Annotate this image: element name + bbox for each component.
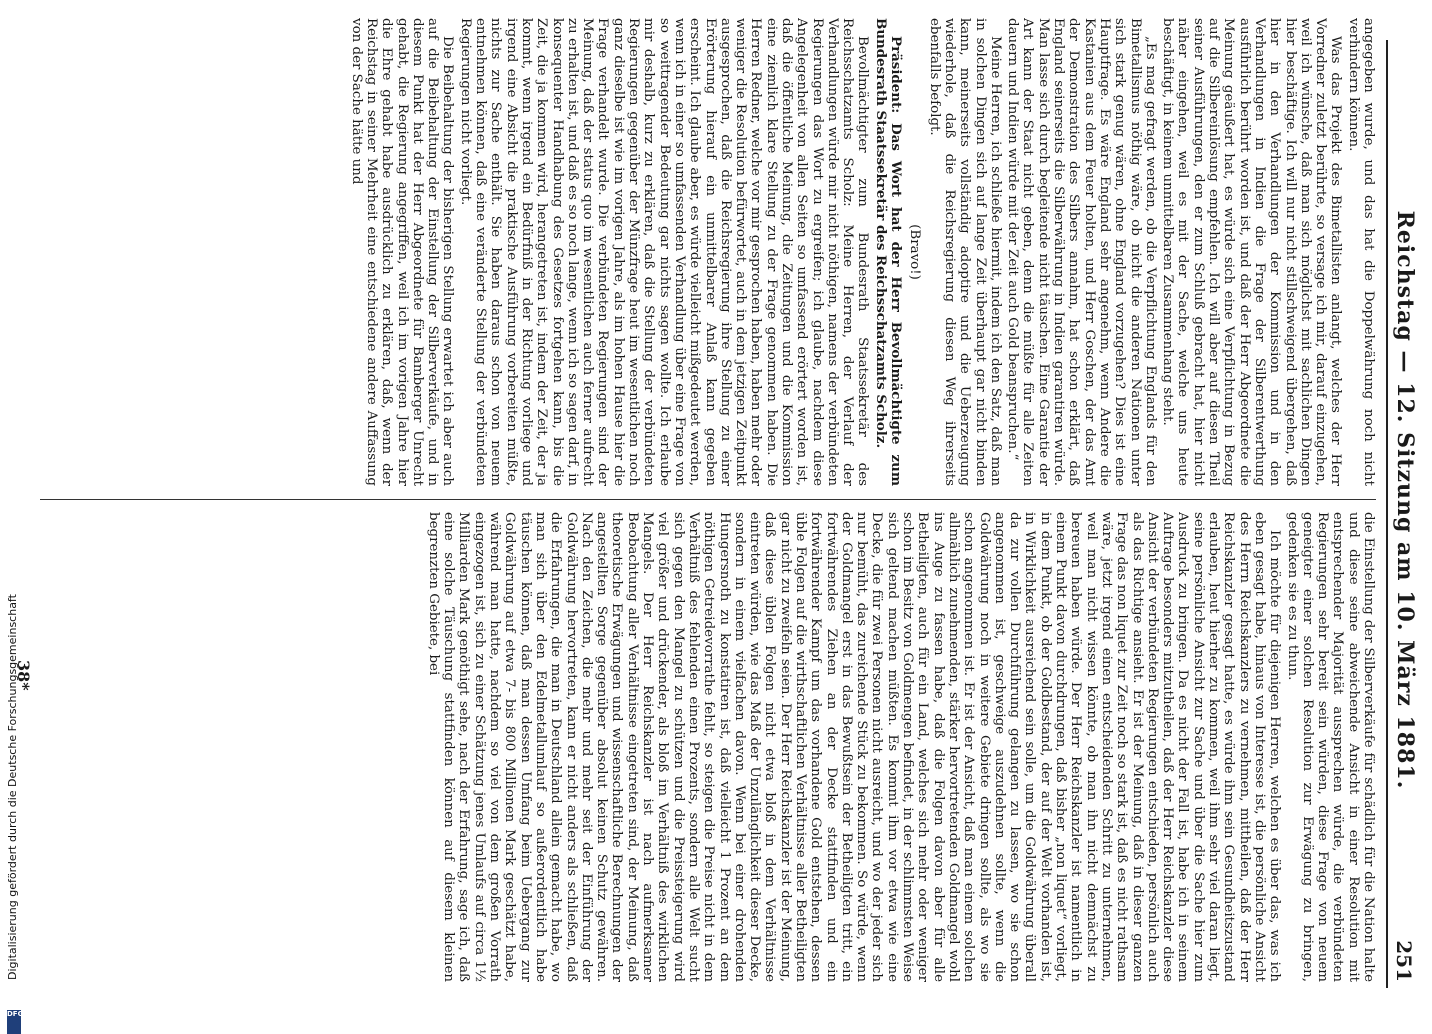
header-rule <box>1386 40 1388 988</box>
page-number: 251 <box>1392 940 1416 982</box>
right-column <box>40 512 1376 982</box>
left-column <box>40 18 1376 486</box>
paragraph: angegeben wurde, und das hat die Doppelwährung noch nicht verhindern können. <box>1345 18 1376 486</box>
speaker-paragraph: Präsident: Das Wort hat der Herr Bevollmächtigte zum Bundesrath Staatssekretär des Reichsschatzamts Scholz. <box>872 18 905 486</box>
credit-text: Digitalisierung gefördert durch die Deutsche Forschungsgemeinschaft <box>6 594 19 980</box>
speech-paragraph: Bevollmächtigter zum Bundesrath Staatssekretär des Reichsschatzamts Scholz: Meine Herren, der Verlauf der Verhandlungen würde mir nicht nöthigen, namens der verbündeten Regierungen das Wort zu ergreifen; ich glaube, nachdem diese Angelegenheit von allen Seiten so umfassend erörtert worden ist, daß die öffentliche Meinung, die Zeitungen und die Kommission eine ziemlich klare Stellung zu der Frage genommen haben. Die Herren Redner, welche vor mir gesprochen haben, haben mehr oder weniger die Resolution befürwortet, auch in dem jetzigen Zeitpunkt ausgesprochen, daß die Reichsregierung ihre Stellung zu einer Erörterung hierauf ein unmittelbarer Anlaß kann gegeben erscheint. Ich glaube aber, es würde vielleicht mißgedeutet werden, wenn ich in einer so umfassenden Verhandlung über eine Frage von so weittragender Bedeutung gar nichts sagen wollte. Ich erlaube mir deshalb, kurz zu erklären, daß die Stellung der verbündeten Regierungen gegenüber der Münzfrage heut im wesentlichen noch ganz dieselbe ist wie im vorigen Jahre, als im hohen Hause hier die Frage verhandelt wurde. Die verbündeten Regierungen sind der Meinung, daß der status quo im wesentlichen auch ferner aufrecht zu erhalten ist, und daß es so noch lange, wenn ich so sagen darf, in konsequenter Handhabung des Gesetzes fortgehen kann, bis die Zeit, die ja kommen wird, herangetreten ist, indem der Zeit, der ja kommt, wenn irgend ein Bedürfniß in der Richtung vorliege und irgend eine Absicht die praktische Ausführung vorbereiten müßte, nichts zur Sache enthält. Sie haben daraus schon von neuem entnehmen können, daß eine veränderte Stellung der verbündeten Regierungen nicht vorliegt. <box>457 18 871 486</box>
paragraph: Ich möchte für diejenigen Herren, welchen es über das, was ich eben gesagt habe, hinaus von Interesse ist, die persönliche Ansicht des Herrn Reichskanzlers zu vernehmen, mittheilen, daß der Herr Reichskanzler gesagt hatte, es würde ihm sein Gesundheitszustand erlauben, heut hierher zu kommen, weil ihm sehr viel daran liegt, seine persönliche Ansicht zur Sache und über die Sache hier zum Ausdruck zu bringen. Da es nicht der Fall ist, habe ich in seinem Auftrage besonders mitzutheilen, daß der Herr Reichskanzler diese Ansicht der verbündeten Regierungen entschieden, persönlich auch als das Richtige ansieht. Er ist der Meinung, daß in dieser ganzen Frage das non liquet zur Zeit noch so stark ist, daß es nicht rathsam wäre, jetzt irgend einen entscheidenden Schritt zu unternehmen, weil man nicht wissen könnte, ob man ihn nicht demnächst zu bereuen haben würde. Der Herr Reichskanzler ist namentlich in einem Punkt davon durchdrungen, daß bisher „non liquet“ vorliegt, in dem Punkt, ob der Goldbestand, der auf der Welt vorhanden ist, in Wirklichkeit ausreichend sein solle, um die Goldwährung überall da zur vollen Durchführung gelangen zu lassen, wo sie schon angenommen ist, geschweige auszudehnen sollte, wenn die Goldwährung noch in weitere Gebiete dringen sollte, als wo sie schon angenommen ist. Er ist der Ansicht, daß man einem solchen allmählich zunehmenden, stärker hervortretenden Goldmangel wohl ins Auge zu fassen habe, daß die Folgen davon aber für alle Betheiligten, auch für ein Land, welches sich mehr oder weniger schon im Besitz von Goldmengen befindet, in der schlimmsten Weise sich geltend machen müßten. Es kommt ihm vor etwa wie eine Decke, die für zwei Personen nicht ausreicht, und wo der jeder sich nur bemüht, das zureichende Stück zu bekommen. So würde, wenn der Goldmangel erst in das Bewußtsein der Betheiligten tritt, ein fortwährendes Ziehen an der Decke stattfinden und ein fortwährender Kampf um das vorhandene Gold entstehen, dessen üble Folgen auf die wirthschaftlichen Verhältnisse aller Betheiligten gar nicht zu zweifeln seien. Der Herr Reichskanzler ist der Meinung, daß diese üblen Folgen nicht etwa bloß in dem Verhältnisse eintreten würden, wie das Maß der Unzulänglichkeit dieser Decke, sondern in einem vielfachen davon. Wenn bei einer drohenden Hungersnoth zu konstatiren ist, daß vielleicht 1 Prozent an dem nöthigen Getreidevorrathe fehlt, so steigen die Preise nicht in dem Verhältniß des fehlenden einen Prozents, sondern alle Welt sucht sich gegen den Mangel zu schützen und die Preissteigerung wird viel größer und drückender, als bloß im Verhältniß des wirklichen Mangels. Der Herr Reichskanzler ist nach aufmerksamer Beobachtung aller Verhältnisse eingetreten sind, der Meinung, daß theoretische Erwägungen und wissenschaftliche Berechnungen der angestellten Sorge gegenüber absolut keinen Schutz gewähren. Nach den Zeichen, die mehr und mehr seit der Einführung der Goldwährung hervortreten, kann er nicht anders als schließen, daß die Erfahrungen, die man in Deutschland allein gemacht habe, wo man sich über den Edelmetallumlauf so außerordentlich habe täuschen können, daß man dessen Umfang beim Uebergang zur Goldwährung auf etwa 7- bis 800 Millionen Mark geschätzt habe, während man hatte, nachdem so viel von dem großen Vorrath eingezogen ist, sich zu einer Schätzung jenes Umlaufs auf circa 1½ Milliarden Mark genöthigt sehe, nach der Erfahrung, sage ich, daß eine solche Täuschung stattfinden können auf diesem kleinen begrenzten Gebiete, bei <box>425 512 1283 982</box>
page-header <box>1386 0 1432 1000</box>
column-divider <box>40 499 1376 500</box>
quoted-paragraph: „Es mag gefragt werden, ob die Verpflichtung Englands für den Bimetallismus nöthig wäre, ob nicht die anderen Nationen unter sich stark genug wären, ohne England vorzugehen? Dies ist eine Hauptfrage. Es wäre England sehr angenehm, wenn Andere die Kastanien aus dem Feuer holten, und Herr Goschen, der das Amt der Demonstration des Silbers annahm, hat schon erklärt, daß England seinerseits die Silberwährung in Indien garantiren würde. Man lasse sich durch begleitende nicht täuschen. Eine Garantie der Art kann der Staat nicht geben, denn die müßte für alle Zeiten dauern und Indien würde mit der Zeit auch Gold beanspruchen.“ <box>1005 18 1158 486</box>
signature-mark: 38* <box>14 660 33 691</box>
running-title: Reichstag — 12. Sitzung am 10. März 1881. <box>1392 210 1418 790</box>
paragraph: Was das Projekt des Bimetallisten anlangt, welches der Herr Vorredner zuletzt berührte, so versage ich mir, darauf einzugehen, weil ich wünsche, daß man sich möglichst mit sachlichen Dingen hier beschäftige. Ich will nur nicht stillschweigend übergehen, daß hier in den Verhandlungen der Kommission und in den Verhandlungen in Indien die Frage der Silberentwerthung ausführlich berührt worden ist, und daß der Herr Abgeordnete die Meinung geäußert hat, es würde sich eine Verpflichtung in Bezug auf die Silbereinlösung empfehlen. Ich will aber auf diesen Theil seiner Ausführungen, den er zum Schluß gebracht hat, hier nicht näher eingehen, weil es mit der Sache, welche uns heute beschäftigt, in keinem unmittelbaren Zusammenhang steht. <box>1160 18 1344 486</box>
paragraph: Die Beibehaltung der bisherigen Stellung erwartet ich aber auch auf die Beibehaltung der Einstellung der Silberverkäufe, und in diesem Punkt hat der Herr Abgeordnete für Bamberger Unrecht gehabt, die Regierung angegriffen, weil ich im vorigen Jahre hier die Ehre gehabt habe ausdrücklich zu erklären, daß, wenn der Reichstag in seiner Mehrheit eine entschiedene andere Auffassung von der Sache hätte und <box>348 18 456 486</box>
applause-note: (Bravo!) <box>907 224 923 280</box>
dfg-logo-icon: DFG <box>7 1010 21 1034</box>
paragraph: die Einstellung der Silberverkäufe für schädlich für die Nation halte und diese seine abweichende Ansicht in einer Resolution mit entsprechender Majorität aussprechen würde, die verbündeten Regierungen sehr bereit sein würden, diese Frage von neuem geneigter einer solchen Resolution zur Erwägung zu bringen, gedenken sie es zu thun. <box>1284 512 1376 982</box>
paragraph: Meine Herren, ich schließe hiermit, indem ich den Satz, daß man in solchen Dingen sich auf lange Zeit überhaupt gar nicht binden kann, meinerseits vollständig adoptire und die Ueberzeugung wiederhole, daß die Reichsregierung diesen Weg ihrerseits ebenfalls befolgt. <box>926 18 1003 486</box>
